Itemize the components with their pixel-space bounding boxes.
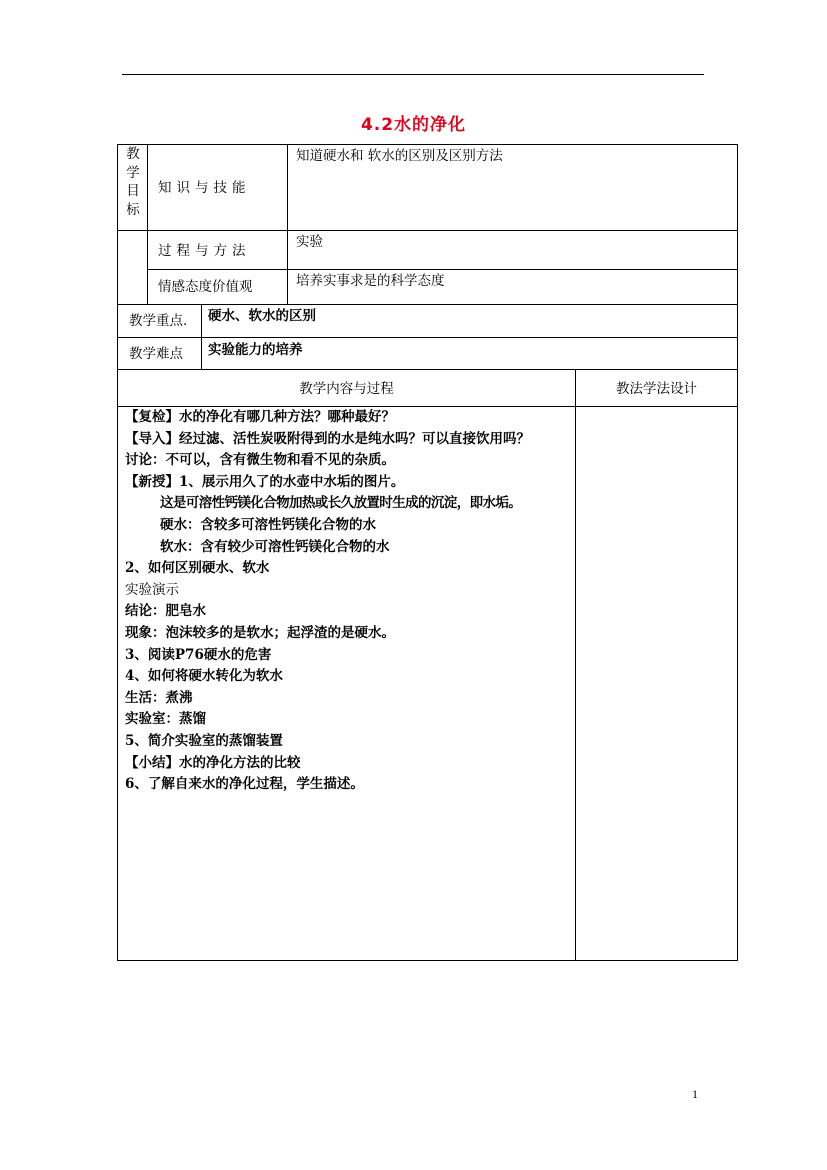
attitude-label: 情感态度价值观 xyxy=(158,279,253,295)
method-body-cell xyxy=(575,406,738,961)
lesson-line: 5、简介实验室的蒸馏装置 xyxy=(125,732,283,749)
process-method-label: 过程与方法 xyxy=(158,243,251,259)
lesson-line: 【新授】1、展示用久了的水壶中水垢的图片。 xyxy=(125,473,405,490)
difficulty-label: 教学难点 xyxy=(129,346,183,362)
lesson-line: 现象：泡沫较多的是软水；起浮渣的是硬水。 xyxy=(125,624,395,641)
knowledge-label: 知识与技能 xyxy=(158,180,251,196)
lesson-content xyxy=(125,407,575,796)
difficulty-content: 实验能力的培养 xyxy=(208,342,303,358)
process-method-content: 实验 xyxy=(296,234,323,250)
lesson-line: 软水：含有较少可溶性钙镁化合物的水 xyxy=(160,538,390,555)
lesson-line: 2、如何区别硬水、软水 xyxy=(125,560,270,577)
page-number: 1 xyxy=(692,1087,698,1101)
lesson-line: 3、阅读P76硬水的危害 xyxy=(125,646,272,663)
lesson-line: 【复检】水的净化有哪几种方法？哪种最好？ xyxy=(125,409,395,425)
lesson-line: 硬水：含较多可溶性钙镁化合物的水 xyxy=(160,516,376,533)
content-header: 教学内容与过程 xyxy=(299,381,394,397)
lesson-line: 【小结】水的净化方法的比较 xyxy=(125,754,301,771)
lesson-line: 结论：肥皂水 xyxy=(125,603,206,620)
objectives-header-label: 教 学 目 标 xyxy=(126,146,140,218)
lesson-line: 这是可溶性钙镁化合物加热或长久放置时生成的沉淀，即水垢。 xyxy=(160,495,522,512)
lesson-line: 实验演示 xyxy=(125,581,179,598)
lesson-line: 实验室：蒸馏 xyxy=(125,711,206,728)
lesson-line: 【导入】经过滤、活性炭吸附得到的水是纯水吗？可以直接饮用吗？ xyxy=(125,430,530,447)
lesson-line: 生活：煮沸 xyxy=(125,689,193,706)
process-method-content-cell xyxy=(287,230,738,270)
method-header: 教法学法设计 xyxy=(616,381,697,397)
lesson-line: 6、了解自来水的净化过程，学生描述。 xyxy=(125,776,364,793)
document-title: 4.2水的净化 xyxy=(360,115,467,135)
attitude-content: 培养实事求是的科学态度 xyxy=(296,273,445,289)
knowledge-content: 知道硬水和 软水的区别及区别方法 xyxy=(296,148,503,164)
objectives-header-cell-lower xyxy=(117,230,148,305)
key-point-label: 教学重点. xyxy=(129,313,188,329)
key-point-content: 硬水、软水的区别 xyxy=(208,308,316,324)
lesson-line: 讨论：不可以，含有微生物和看不见的杂质。 xyxy=(125,452,395,469)
lesson-line: 4、如何将硬水转化为软水 xyxy=(125,668,283,685)
header-rule xyxy=(122,74,704,75)
